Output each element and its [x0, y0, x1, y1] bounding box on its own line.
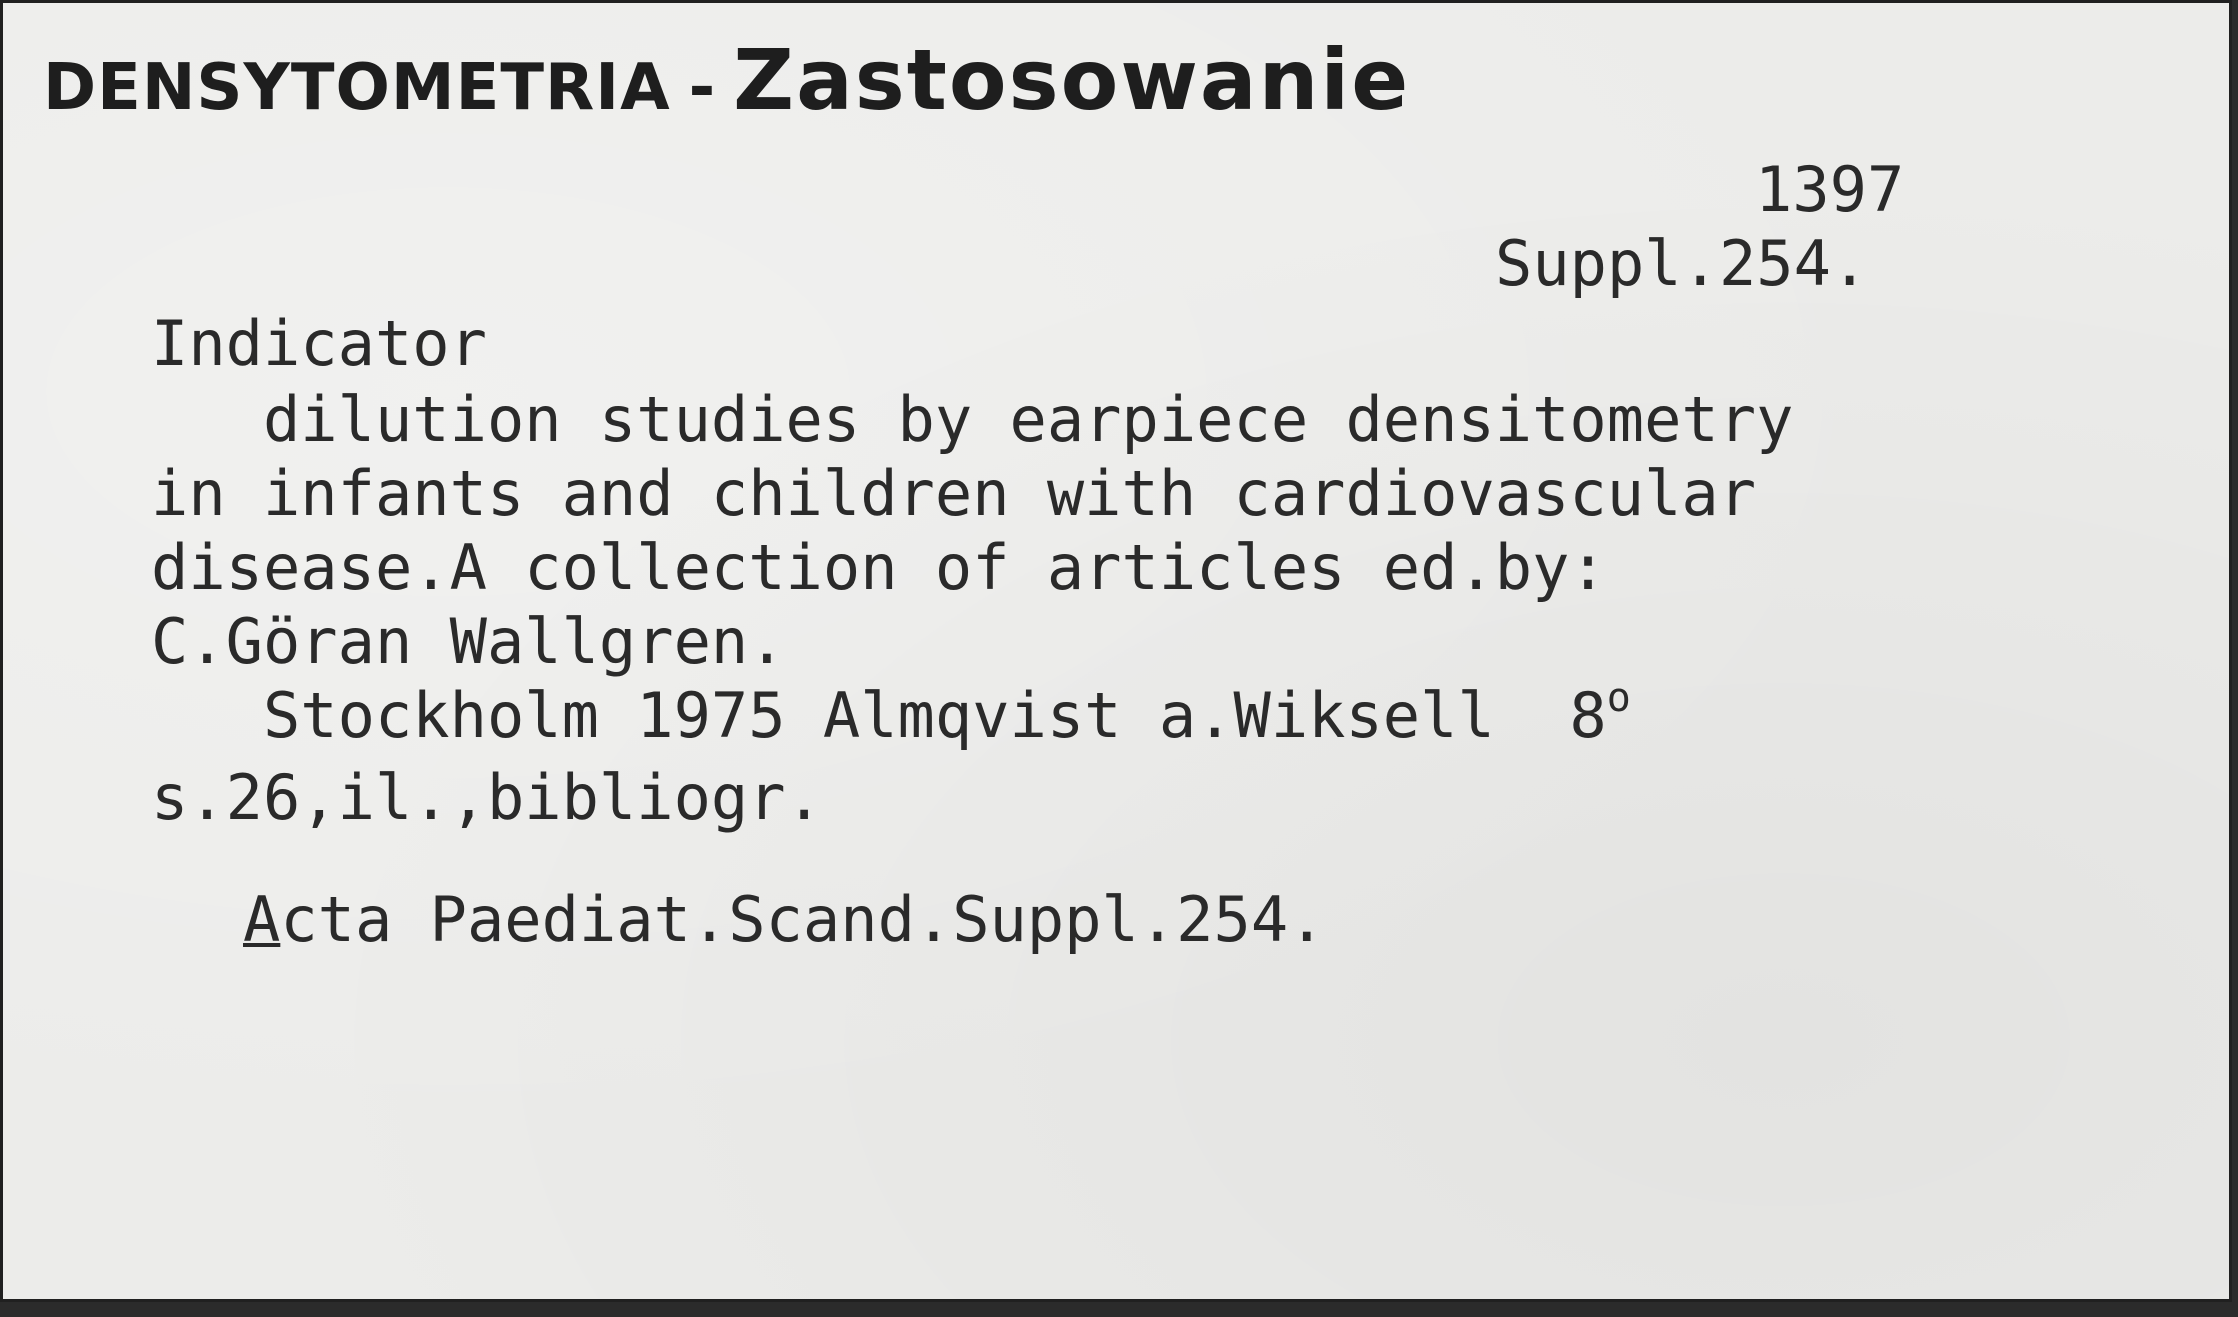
- heading-subject: DENSYTOMETRIA: [43, 51, 671, 125]
- subject-heading: [43, 31, 1410, 129]
- title-line: disease.A collection of articles ed.by:: [151, 531, 1607, 604]
- entry-word: Indicator: [151, 307, 487, 380]
- title-line: in infants and children with cardiovascular: [151, 457, 1757, 530]
- call-number: 1397: [1755, 153, 1905, 226]
- collation-line: s.26,il.,bibliogr.: [151, 761, 823, 834]
- format-superscript: o: [1606, 675, 1631, 721]
- series-number: Suppl.254.: [1495, 227, 1869, 300]
- description-block: [151, 383, 1793, 835]
- card-bottom-edge: [0, 1302, 2238, 1317]
- heading-qualifier: Zastosowanie: [733, 31, 1411, 129]
- imprint-text: Stockholm 1975 Almqvist a.Wiksell 8: [151, 679, 1607, 752]
- journal-rest: cta Paediat.Scand.Suppl.254.: [280, 883, 1326, 956]
- journal-first-letter: A: [243, 883, 281, 956]
- card-right-edge: [2232, 0, 2238, 1317]
- imprint-line: [151, 675, 1793, 761]
- title-line: C.Göran Wallgren.: [151, 605, 786, 678]
- heading-dash: -: [688, 51, 716, 125]
- title-line: dilution studies by earpiece densitometry: [151, 383, 1794, 456]
- journal-series: [243, 883, 1326, 957]
